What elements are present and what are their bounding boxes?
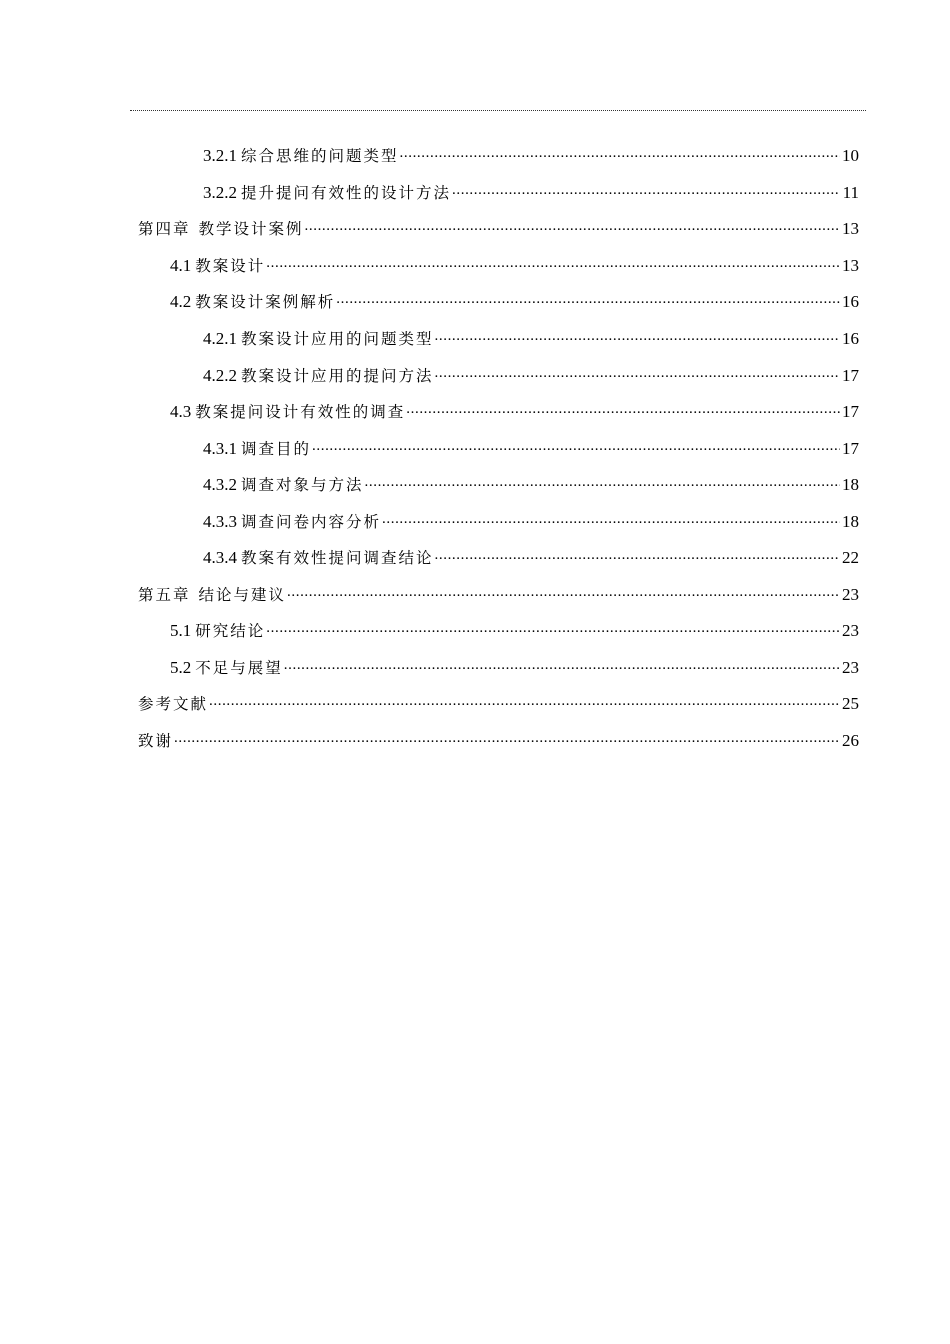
toc-entry-page: 23 <box>842 621 859 641</box>
dot-leader <box>312 437 840 454</box>
toc-chapter-prefix: 第四章 <box>138 220 191 239</box>
toc-entry-5-2[interactable] <box>0 649 950 686</box>
dot-leader <box>406 400 840 417</box>
dot-leader <box>382 510 840 527</box>
toc-entry-page: 17 <box>842 438 859 458</box>
dot-leader <box>266 254 840 271</box>
dot-leader <box>336 290 840 307</box>
toc-entry-number: 5.2 <box>170 657 192 677</box>
toc-entry-title: 综合思维的问题类型 <box>241 147 399 166</box>
dot-leader <box>365 473 840 490</box>
toc-entry-title: 参考文献 <box>138 695 209 714</box>
toc-entry-page: 13 <box>842 219 859 239</box>
toc-entry-page: 10 <box>842 146 859 166</box>
dot-leader <box>209 692 840 709</box>
toc-entry-title: 结论与建议 <box>198 585 287 604</box>
toc-entry-title: 教案设计应用的提问方法 <box>241 366 434 385</box>
toc-entry-page: 16 <box>842 329 859 348</box>
toc-entry-page: 23 <box>842 584 859 604</box>
toc-entry-page: 11 <box>842 182 859 202</box>
toc-entry-chapter-4[interactable] <box>0 210 950 247</box>
toc-entry-3-2-1[interactable] <box>0 137 950 174</box>
toc-entry-title: 调查对象与方法 <box>241 476 364 495</box>
toc-entry-chapter-5[interactable] <box>0 576 950 613</box>
toc-entry-page: 13 <box>842 255 859 275</box>
toc-entry-number: 5.1 <box>170 621 192 641</box>
toc-entry-5-1[interactable] <box>0 612 950 649</box>
toc-entry-page: 17 <box>842 365 859 385</box>
toc-entry-page: 25 <box>842 694 859 714</box>
toc-entry-title: 教学设计案例 <box>198 220 304 239</box>
toc-entry-page: 17 <box>842 402 859 422</box>
header-dotted-rule <box>130 110 866 111</box>
toc-entry-references[interactable] <box>0 685 950 722</box>
toc-entry-acknowledgements[interactable] <box>0 722 950 759</box>
dot-leader <box>435 364 840 381</box>
toc-entry-number: 3.2.2 <box>203 182 237 202</box>
toc-entry-number: 4.1 <box>170 255 192 275</box>
toc-entry-number: 3.2.1 <box>203 146 237 166</box>
toc-entry-number: 4.3.4 <box>203 548 237 568</box>
toc-entry-title: 教案设计 <box>195 256 266 275</box>
toc-entry-page: 23 <box>842 657 859 677</box>
toc-entry-3-2-2[interactable] <box>0 174 950 211</box>
dot-leader <box>287 583 840 600</box>
toc-entry-title: 教案提问设计有效性的调查 <box>195 403 406 422</box>
dot-leader <box>284 656 840 673</box>
table-of-contents <box>0 137 950 758</box>
toc-entry-number: 4.2.1 <box>203 329 237 348</box>
toc-entry-4-1[interactable] <box>0 247 950 284</box>
toc-entry-title: 调查问卷内容分析 <box>241 512 382 531</box>
toc-entry-page: 16 <box>842 292 859 312</box>
toc-entry-4-3[interactable] <box>0 393 950 430</box>
dot-leader <box>435 546 840 563</box>
toc-entry-title: 致谢 <box>138 732 174 751</box>
dot-leader <box>305 217 840 234</box>
toc-entry-page: 26 <box>842 731 859 751</box>
toc-entry-page: 18 <box>842 475 859 495</box>
toc-entry-4-3-1[interactable] <box>0 429 950 466</box>
toc-entry-4-2[interactable] <box>0 283 950 320</box>
toc-entry-number: 4.2.2 <box>203 365 237 385</box>
dot-leader <box>266 619 840 636</box>
toc-entry-page: 18 <box>842 511 859 531</box>
toc-entry-title: 调查目的 <box>241 439 312 458</box>
toc-entry-number: 4.3.2 <box>203 475 237 495</box>
toc-entry-title: 不足与展望 <box>195 658 283 677</box>
toc-entry-title: 教案有效性提问调查结论 <box>241 549 434 568</box>
toc-entry-title: 研究结论 <box>195 622 266 641</box>
dot-leader <box>174 729 840 746</box>
dot-leader <box>435 327 840 344</box>
toc-entry-4-3-3[interactable] <box>0 502 950 539</box>
toc-entry-4-3-2[interactable] <box>0 466 950 503</box>
toc-entry-number: 4.2 <box>170 292 192 312</box>
toc-entry-4-2-2[interactable] <box>0 356 950 393</box>
toc-entry-title: 教案设计案例解析 <box>195 293 336 312</box>
toc-entry-4-2-1[interactable] <box>0 320 950 357</box>
toc-chapter-prefix: 第五章 <box>138 585 191 604</box>
toc-entry-4-3-4[interactable] <box>0 539 950 576</box>
toc-entry-number: 4.3.1 <box>203 438 237 458</box>
toc-entry-number: 4.3.3 <box>203 511 237 531</box>
toc-entry-title: 教案设计应用的问题类型 <box>241 330 434 348</box>
dot-leader <box>400 144 840 161</box>
toc-entry-page: 22 <box>842 548 859 568</box>
toc-entry-number: 4.3 <box>170 402 192 422</box>
dot-leader <box>452 181 840 198</box>
toc-entry-title: 提升提问有效性的设计方法 <box>241 183 452 202</box>
